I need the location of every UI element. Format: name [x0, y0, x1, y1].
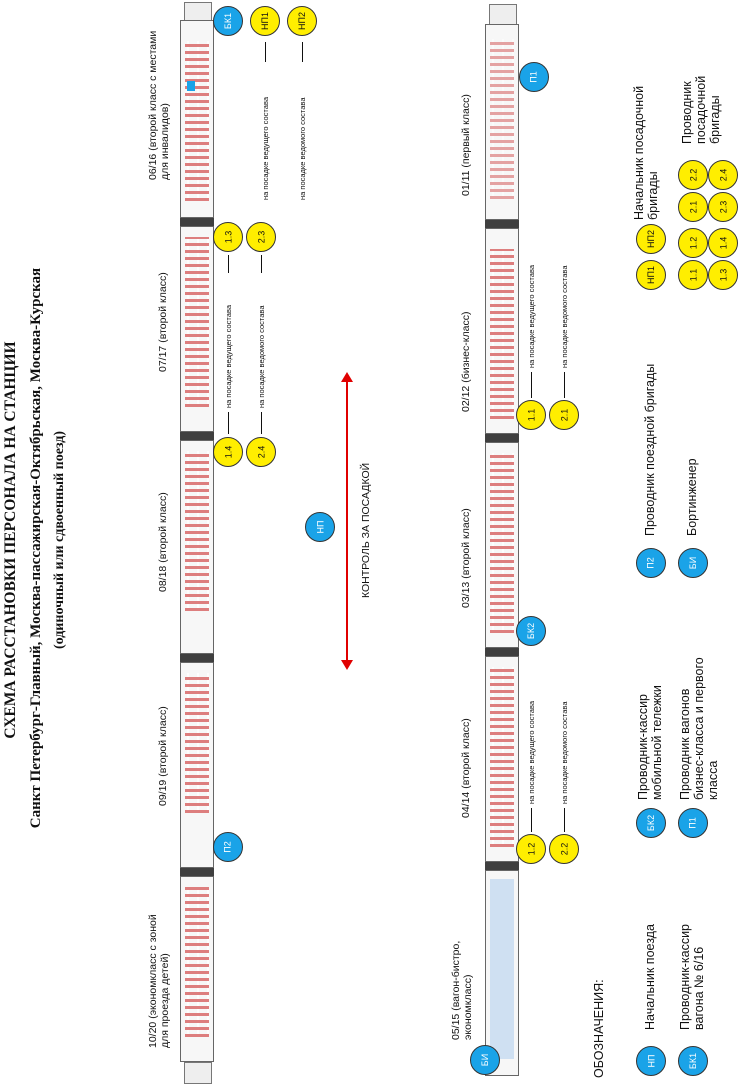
car-label-07-17: 07/17 (второй класс) [157, 272, 169, 372]
arrow-head-bottom [341, 660, 353, 670]
badge-1-4: 1.4 [213, 437, 243, 467]
badge-1-1: 1.1 [516, 400, 546, 430]
note-1-3-lead: на посадке ведущего состава [224, 304, 233, 408]
badge-1-3: 1.3 [213, 222, 243, 252]
legend-bi-badge: БИ [678, 548, 708, 578]
title-line3: (одиночный или сдвоенный поезд) [52, 430, 67, 650]
train2-nose [489, 4, 517, 26]
badge-np: НП [305, 512, 335, 542]
title-line2: Санкт Петербург-Главный, Москва-пассажирская-Октябрьская, Москва-Курская [28, 267, 44, 829]
car-label-03-13: 03/13 (второй класс) [460, 508, 472, 608]
legend-bi-text: Бортинженер [685, 458, 699, 536]
legend-2-4-badge: 2.4 [708, 160, 738, 190]
control-label: КОНТРОЛЬ ЗА ПОСАДКОЙ [360, 462, 372, 598]
badge-bi: БИ [470, 1045, 500, 1075]
car-01-11 [485, 24, 519, 220]
badge-bk2: БК2 [516, 616, 546, 646]
legend-np2-badge: НП2 [636, 224, 666, 254]
car-label-05-15: 05/15 (вагон-бистро, экономкласс) [450, 940, 474, 1040]
car-label-01-11: 01/11 (первый класс) [460, 94, 472, 196]
legend-p1-text: Проводник вагонов бизнес-класса и первого класса [678, 657, 720, 800]
badge-2-1: 2.1 [549, 400, 579, 430]
legend-p1-badge: П1 [678, 808, 708, 838]
note-2-2-follow: на посадке ведомого состава [560, 701, 569, 804]
legend-1-3-badge: 1.3 [708, 260, 738, 290]
legend-2-1-badge: 2.1 [678, 192, 708, 222]
badge-np1: НП1 [250, 6, 280, 36]
note-2-3-follow: на посадке ведомого состава [257, 305, 266, 408]
badge-2-3: 2.3 [246, 222, 276, 252]
legend-np1-badge: НП1 [636, 260, 666, 290]
legend-bk1-text: Проводник-кассир вагона № 6/16 [678, 923, 706, 1030]
car-06-16 [180, 20, 214, 218]
legend-1-1-badge: 1.1 [678, 260, 708, 290]
arrow-head-top [341, 372, 353, 382]
legend-p2-text: Проводник поездной бригады [643, 363, 657, 536]
legend-bk1-badge: БК1 [678, 1046, 708, 1076]
car-label-08-18: 08/18 (второй класс) [157, 492, 169, 592]
legend-2-2-badge: 2.2 [678, 160, 708, 190]
note-np2-follow: на посадке ведомого состава [298, 97, 307, 200]
legend-1-4-badge: 1.4 [708, 228, 738, 258]
title-line1: СХЕМА РАССТАНОВКИ ПЕРСОНАЛА НА СТАНЦИИ [2, 341, 19, 739]
badge-p2: П2 [213, 832, 243, 862]
legend-np-text: Начальник поезда [643, 924, 657, 1030]
badge-p1: П1 [519, 62, 549, 92]
control-arrow [346, 380, 348, 662]
car-label-10-20: 10/20 (экономкласс с зоной для проезда детей) [147, 914, 171, 1048]
car-03-13 [485, 442, 519, 648]
badge-1-2: 1.2 [516, 834, 546, 864]
legend-bk2-badge: БК2 [636, 808, 666, 838]
car-08-18 [180, 440, 214, 654]
note-1-2-lead: на посадке ведущего состава [527, 700, 536, 804]
legend-np-team-text: Начальник посадочной бригады [632, 85, 660, 220]
note-2-1-follow: на посадке ведомого состава [560, 265, 569, 368]
badge-2-2: 2.2 [549, 834, 579, 864]
car-02-12 [485, 228, 519, 434]
note-np1-lead: на посадке ведущего состава [261, 96, 270, 200]
badge-bk1: БК1 [213, 6, 243, 36]
legend-p2-badge: П2 [636, 548, 666, 578]
train-tail [184, 1062, 212, 1084]
legend-2-3-badge: 2.3 [708, 192, 738, 222]
car-04-14 [485, 656, 519, 862]
legend-np-badge: НП [636, 1046, 666, 1076]
badge-2-4: 2.4 [246, 437, 276, 467]
legend-conductors-text: Проводник посадочной бригады [680, 75, 722, 144]
legend-1-2-badge: 1.2 [678, 228, 708, 258]
car-09-19 [180, 662, 214, 868]
legend-title: ОБОЗНАЧЕНИЯ: [592, 979, 606, 1078]
car-label-06-16: 06/16 (второй класс с местами для инвалидов) [147, 30, 171, 180]
legend-bk2-text: Проводник-кассир мобильной тележки [636, 685, 664, 800]
car-label-02-12: 02/12 (бизнес-класс) [460, 311, 472, 412]
car-label-04-14: 04/14 (второй класс) [460, 718, 472, 818]
car-10-20 [180, 876, 214, 1062]
car-07-17 [180, 226, 214, 432]
car-label-09-19: 09/19 (второй класс) [157, 706, 169, 806]
badge-np2: НП2 [287, 6, 317, 36]
note-1-1-lead: на посадке ведущего состава [527, 264, 536, 368]
